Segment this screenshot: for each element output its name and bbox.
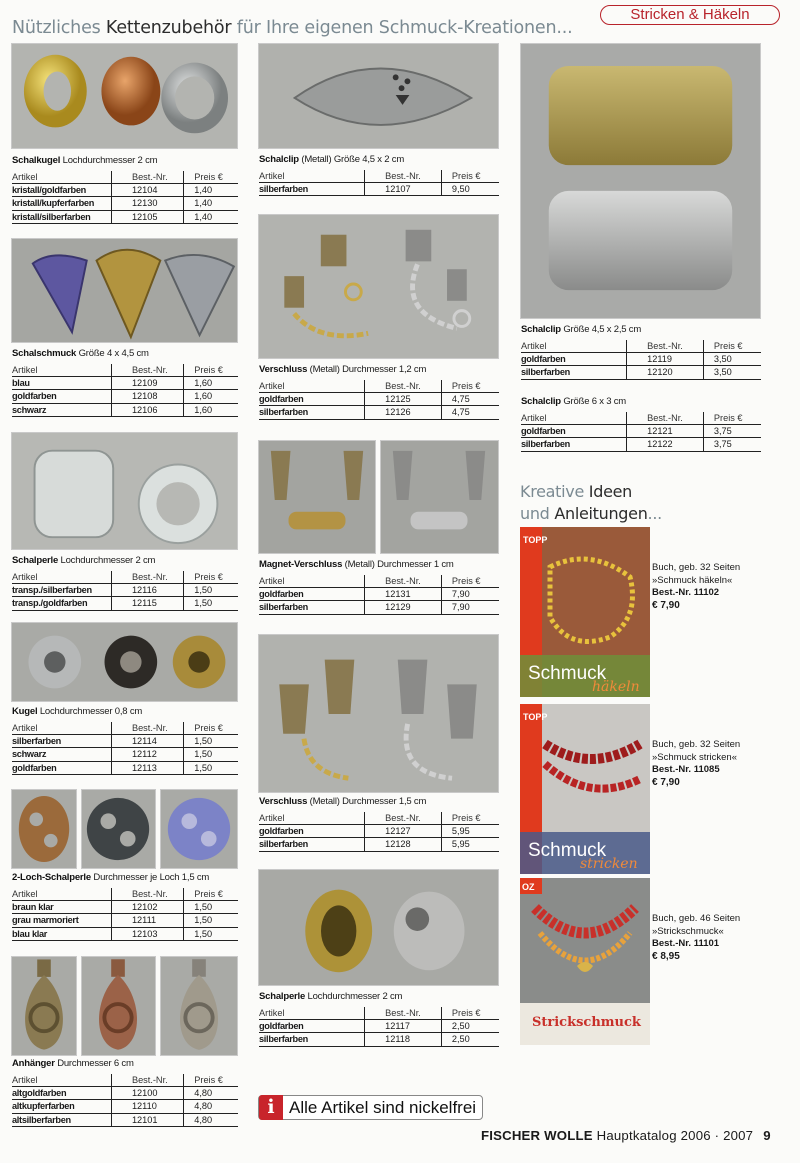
table-row xyxy=(12,761,238,775)
col-order-no: Best.-Nr. xyxy=(365,812,442,824)
price-cell: 2,50 xyxy=(441,1033,499,1047)
price-cell: 1,60 xyxy=(184,376,238,390)
info-icon: i xyxy=(259,1095,283,1120)
photo-kugel xyxy=(11,622,238,702)
photo-schalclip-metall xyxy=(258,43,499,149)
product-title: Schalschmuck Größe 4 x 4,5 cm xyxy=(12,348,149,359)
product-block xyxy=(259,991,499,1047)
article-cell: blau xyxy=(12,376,111,390)
page-headline: Nützliches Kettenzubehör für Ihre eigenen Schmuck-Kreationen... xyxy=(12,18,573,38)
col-price: Preis € xyxy=(703,340,761,352)
photo-2loch-grau xyxy=(81,789,156,869)
col-order-no: Best.-Nr. xyxy=(365,380,442,392)
article-cell: goldfarben xyxy=(12,761,111,775)
product-block xyxy=(12,155,238,224)
product-title: Schalkugel Lochdurchmesser 2 cm xyxy=(12,155,158,166)
col-price: Preis € xyxy=(184,364,238,376)
page-number: 9 xyxy=(763,1128,771,1143)
table-row xyxy=(12,734,238,748)
order-no-cell: 12131 xyxy=(365,587,442,601)
price-cell: 1,50 xyxy=(184,748,238,762)
col-article: Artikel xyxy=(12,722,111,734)
book-subtitle: stricken xyxy=(580,856,638,872)
article-cell: grau marmoriert xyxy=(12,914,111,928)
product-block xyxy=(259,364,499,420)
price-cell: 1,60 xyxy=(184,390,238,404)
article-cell: schwarz xyxy=(12,748,111,762)
col-order-no: Best.-Nr. xyxy=(111,1074,183,1086)
col-order-no: Best.-Nr. xyxy=(111,722,183,734)
order-no-cell: 12111 xyxy=(111,914,183,928)
price-table xyxy=(12,1074,238,1127)
col-price: Preis € xyxy=(441,380,499,392)
product-block xyxy=(259,559,499,615)
col-article: Artikel xyxy=(12,364,111,376)
order-no-cell: 12125 xyxy=(365,392,442,406)
order-no-cell: 12117 xyxy=(365,1019,442,1033)
price-cell: 7,90 xyxy=(441,587,499,601)
price-table xyxy=(259,170,499,196)
price-cell: 3,50 xyxy=(703,352,761,366)
kreativ-heading: Kreative Ideen und Anleitungen... xyxy=(520,482,662,523)
photo-2loch-blau xyxy=(160,789,238,869)
article-cell: altkupferfarben xyxy=(12,1100,111,1114)
order-no-cell: 12110 xyxy=(111,1100,183,1114)
order-no-cell: 12113 xyxy=(111,761,183,775)
price-cell: 1,50 xyxy=(184,734,238,748)
col-order-no: Best.-Nr. xyxy=(365,575,442,587)
article-cell: kristall/silberfarben xyxy=(12,210,111,224)
table-row xyxy=(259,182,499,196)
order-no-cell: 12119 xyxy=(627,352,704,366)
table-row xyxy=(521,438,761,452)
product-block xyxy=(12,706,238,775)
book-publisher: OZ xyxy=(522,882,535,892)
table-row xyxy=(259,587,499,601)
product-title: Schalclip (Metall) Größe 4,5 x 2 cm xyxy=(259,154,405,165)
product-block xyxy=(521,324,761,380)
price-cell: 5,95 xyxy=(441,824,499,838)
photo-verschluss-12 xyxy=(258,214,499,359)
price-cell: 4,75 xyxy=(441,406,499,420)
order-no-cell: 12116 xyxy=(111,583,183,597)
product-title: Schalclip Größe 4,5 x 2,5 cm xyxy=(521,324,642,335)
price-cell: 1,50 xyxy=(184,761,238,775)
book-title: Schmuck xyxy=(528,663,607,684)
col-order-no: Best.-Nr. xyxy=(627,340,704,352)
col-article: Artikel xyxy=(12,1074,111,1086)
table-row xyxy=(12,583,238,597)
price-cell: 3,75 xyxy=(703,424,761,438)
table-row xyxy=(259,392,499,406)
price-cell: 1,40 xyxy=(184,197,238,211)
product-title: Schalperle Lochdurchmesser 2 cm xyxy=(259,991,403,1002)
price-cell: 1,50 xyxy=(184,927,238,941)
col-price: Preis € xyxy=(441,1007,499,1019)
article-cell: silberfarben xyxy=(521,438,627,452)
price-cell: 1,50 xyxy=(184,583,238,597)
product-title: 2-Loch-Schalperle Durchmesser je Loch 1,5 cm xyxy=(12,872,210,883)
product-block xyxy=(12,555,238,611)
photo-schalschmuck xyxy=(11,238,238,343)
section-badge[interactable]: Stricken & Häkeln xyxy=(600,5,780,25)
book-cover-schmuck-stricken[interactable] xyxy=(520,704,650,874)
photo-anhaenger-kupfer xyxy=(81,956,156,1056)
col-article: Artikel xyxy=(12,888,111,900)
col-order-no: Best.-Nr. xyxy=(111,571,183,583)
article-cell: goldfarben xyxy=(259,587,365,601)
product-title: Kugel Lochdurchmesser 0,8 cm xyxy=(12,706,143,717)
col-price: Preis € xyxy=(703,412,761,424)
col-price: Preis € xyxy=(184,1074,238,1086)
order-no-cell: 12114 xyxy=(111,734,183,748)
table-row xyxy=(12,183,238,197)
order-no-cell: 12127 xyxy=(365,824,442,838)
table-row xyxy=(12,900,238,914)
table-row xyxy=(12,927,238,941)
book-subtitle: häkeln xyxy=(592,679,640,695)
col-article: Artikel xyxy=(259,812,365,824)
book-cover-schmuck-haekeln[interactable] xyxy=(520,527,650,697)
col-price: Preis € xyxy=(184,571,238,583)
order-no-cell: 12102 xyxy=(111,900,183,914)
book-title: Schmuck xyxy=(528,840,607,861)
price-table xyxy=(259,812,499,852)
order-no-cell: 12107 xyxy=(365,182,442,196)
price-cell: 4,80 xyxy=(184,1100,238,1114)
order-no-cell: 12100 xyxy=(111,1086,183,1100)
price-cell: 1,40 xyxy=(184,210,238,224)
price-cell: 3,50 xyxy=(703,366,761,380)
order-no-cell: 12112 xyxy=(111,748,183,762)
order-no-cell: 12120 xyxy=(627,366,704,380)
col-article: Artikel xyxy=(259,575,365,587)
price-cell: 4,80 xyxy=(184,1113,238,1127)
photo-anhaenger-gold xyxy=(11,956,77,1056)
order-no-cell: 12108 xyxy=(111,390,183,404)
price-table xyxy=(12,364,238,417)
table-row xyxy=(259,838,499,852)
col-article: Artikel xyxy=(259,1007,365,1019)
table-row xyxy=(521,352,761,366)
order-no-cell: 12121 xyxy=(627,424,704,438)
article-cell: silberfarben xyxy=(521,366,627,380)
table-row xyxy=(12,376,238,390)
product-block xyxy=(12,872,238,941)
table-row xyxy=(12,1100,238,1114)
col-article: Artikel xyxy=(12,571,111,583)
article-cell: silberfarben xyxy=(12,734,111,748)
order-no-cell: 12115 xyxy=(111,597,183,611)
table-row xyxy=(12,210,238,224)
photo-magnet-gold xyxy=(258,440,376,554)
article-cell: blau klar xyxy=(12,927,111,941)
article-cell: silberfarben xyxy=(259,601,365,615)
article-cell: goldfarben xyxy=(12,390,111,404)
article-cell: goldfarben xyxy=(521,352,627,366)
page-footer: FISCHER WOLLE Hauptkatalog 2006 · 2007 9 xyxy=(481,1128,771,1143)
article-cell: goldfarben xyxy=(521,424,627,438)
col-order-no: Best.-Nr. xyxy=(111,171,183,183)
order-no-cell: 12109 xyxy=(111,376,183,390)
price-cell: 1,50 xyxy=(184,900,238,914)
price-table xyxy=(259,380,499,420)
product-block xyxy=(259,796,499,852)
photo-magnet-silber xyxy=(380,440,499,554)
price-table xyxy=(12,722,238,775)
price-cell: 4,75 xyxy=(441,392,499,406)
price-table xyxy=(259,1007,499,1047)
col-price: Preis € xyxy=(441,170,499,182)
article-cell: transp./silberfarben xyxy=(12,583,111,597)
book-publisher: TOPP xyxy=(523,535,548,545)
table-row xyxy=(259,824,499,838)
col-price: Preis € xyxy=(441,575,499,587)
price-table xyxy=(521,340,761,380)
order-no-cell: 12106 xyxy=(111,403,183,417)
article-cell: goldfarben xyxy=(259,1019,365,1033)
book-title: Strickschmuck xyxy=(532,1015,641,1030)
order-no-cell: 12128 xyxy=(365,838,442,852)
table-row xyxy=(259,1019,499,1033)
price-cell: 1,60 xyxy=(184,403,238,417)
product-title: Schalclip Größe 6 x 3 cm xyxy=(521,396,627,407)
table-row xyxy=(12,597,238,611)
book-cover-strickschmuck[interactable] xyxy=(520,878,650,1045)
table-row xyxy=(259,601,499,615)
book-info: Buch, geb. 46 Seiten »Strickschmuck« Best.-Nr. 11101 € 8,95 xyxy=(652,913,741,962)
article-cell: schwarz xyxy=(12,403,111,417)
order-no-cell: 12130 xyxy=(111,197,183,211)
photo-schalkugel xyxy=(11,43,238,149)
order-no-cell: 12105 xyxy=(111,210,183,224)
col-price: Preis € xyxy=(184,888,238,900)
order-no-cell: 12122 xyxy=(627,438,704,452)
article-cell: goldfarben xyxy=(259,392,365,406)
article-cell: silberfarben xyxy=(259,406,365,420)
table-row xyxy=(12,1113,238,1127)
table-row xyxy=(521,424,761,438)
product-block xyxy=(12,1058,238,1127)
table-row xyxy=(521,366,761,380)
price-cell: 4,80 xyxy=(184,1086,238,1100)
col-article: Artikel xyxy=(521,340,627,352)
price-cell: 5,95 xyxy=(441,838,499,852)
col-article: Artikel xyxy=(12,171,111,183)
col-article: Artikel xyxy=(521,412,627,424)
product-title: Verschluss (Metall) Durchmesser 1,5 cm xyxy=(259,796,427,807)
price-cell: 1,50 xyxy=(184,914,238,928)
table-row xyxy=(259,1033,499,1047)
table-row xyxy=(12,403,238,417)
col-order-no: Best.-Nr. xyxy=(627,412,704,424)
photo-verschluss-15 xyxy=(258,634,499,793)
col-article: Artikel xyxy=(259,380,365,392)
price-cell: 9,50 xyxy=(441,182,499,196)
col-order-no: Best.-Nr. xyxy=(111,888,183,900)
photo-anhaenger-silber xyxy=(160,956,238,1056)
article-cell: altsilberfarben xyxy=(12,1113,111,1127)
col-price: Preis € xyxy=(184,171,238,183)
nickel-free-notice xyxy=(258,1095,483,1120)
order-no-cell: 12126 xyxy=(365,406,442,420)
order-no-cell: 12103 xyxy=(111,927,183,941)
article-cell: silberfarben xyxy=(259,1033,365,1047)
product-block xyxy=(259,154,499,196)
table-row xyxy=(259,406,499,420)
price-table xyxy=(12,171,238,224)
product-title: Anhänger Durchmesser 6 cm xyxy=(12,1058,134,1069)
product-title: Verschluss (Metall) Durchmesser 1,2 cm xyxy=(259,364,427,375)
table-row xyxy=(12,914,238,928)
article-cell: kristall/goldfarben xyxy=(12,183,111,197)
notice-text: Alle Artikel sind nickelfrei xyxy=(289,1097,477,1117)
book-info: Buch, geb. 32 Seiten »Schmuck häkeln« Best.-Nr. 11102 € 7,90 xyxy=(652,562,741,611)
table-row xyxy=(12,390,238,404)
product-title: Magnet-Verschluss (Metall) Durchmesser 1 cm xyxy=(259,559,454,570)
price-table xyxy=(521,412,761,452)
photo-2loch-braun xyxy=(11,789,77,869)
order-no-cell: 12104 xyxy=(111,183,183,197)
price-cell: 1,50 xyxy=(184,597,238,611)
order-no-cell: 12129 xyxy=(365,601,442,615)
col-order-no: Best.-Nr. xyxy=(365,170,442,182)
col-article: Artikel xyxy=(259,170,365,182)
article-cell: kristall/kupferfarben xyxy=(12,197,111,211)
article-cell: goldfarben xyxy=(259,824,365,838)
book-info: Buch, geb. 32 Seiten »Schmuck stricken« Best.-Nr. 11085 € 7,90 xyxy=(652,739,741,788)
photo-schalclip-gross xyxy=(520,43,761,319)
price-cell: 1,40 xyxy=(184,183,238,197)
article-cell: silberfarben xyxy=(259,838,365,852)
price-table xyxy=(259,575,499,615)
col-order-no: Best.-Nr. xyxy=(365,1007,442,1019)
table-row xyxy=(12,748,238,762)
order-no-cell: 12118 xyxy=(365,1033,442,1047)
table-row xyxy=(12,1086,238,1100)
book-publisher: TOPP xyxy=(523,712,548,722)
product-block xyxy=(521,396,761,452)
product-block xyxy=(12,348,238,417)
table-row xyxy=(12,197,238,211)
price-table xyxy=(12,888,238,941)
price-cell: 2,50 xyxy=(441,1019,499,1033)
photo-schalperle-metall xyxy=(258,869,499,986)
article-cell: transp./goldfarben xyxy=(12,597,111,611)
col-price: Preis € xyxy=(184,722,238,734)
price-cell: 3,75 xyxy=(703,438,761,452)
photo-schalperle-transp xyxy=(11,432,238,550)
article-cell: braun klar xyxy=(12,900,111,914)
price-table xyxy=(12,571,238,611)
order-no-cell: 12101 xyxy=(111,1113,183,1127)
article-cell: altgoldfarben xyxy=(12,1086,111,1100)
price-cell: 7,90 xyxy=(441,601,499,615)
article-cell: silberfarben xyxy=(259,182,365,196)
col-price: Preis € xyxy=(441,812,499,824)
col-order-no: Best.-Nr. xyxy=(111,364,183,376)
product-title: Schalperle Lochdurchmesser 2 cm xyxy=(12,555,156,566)
